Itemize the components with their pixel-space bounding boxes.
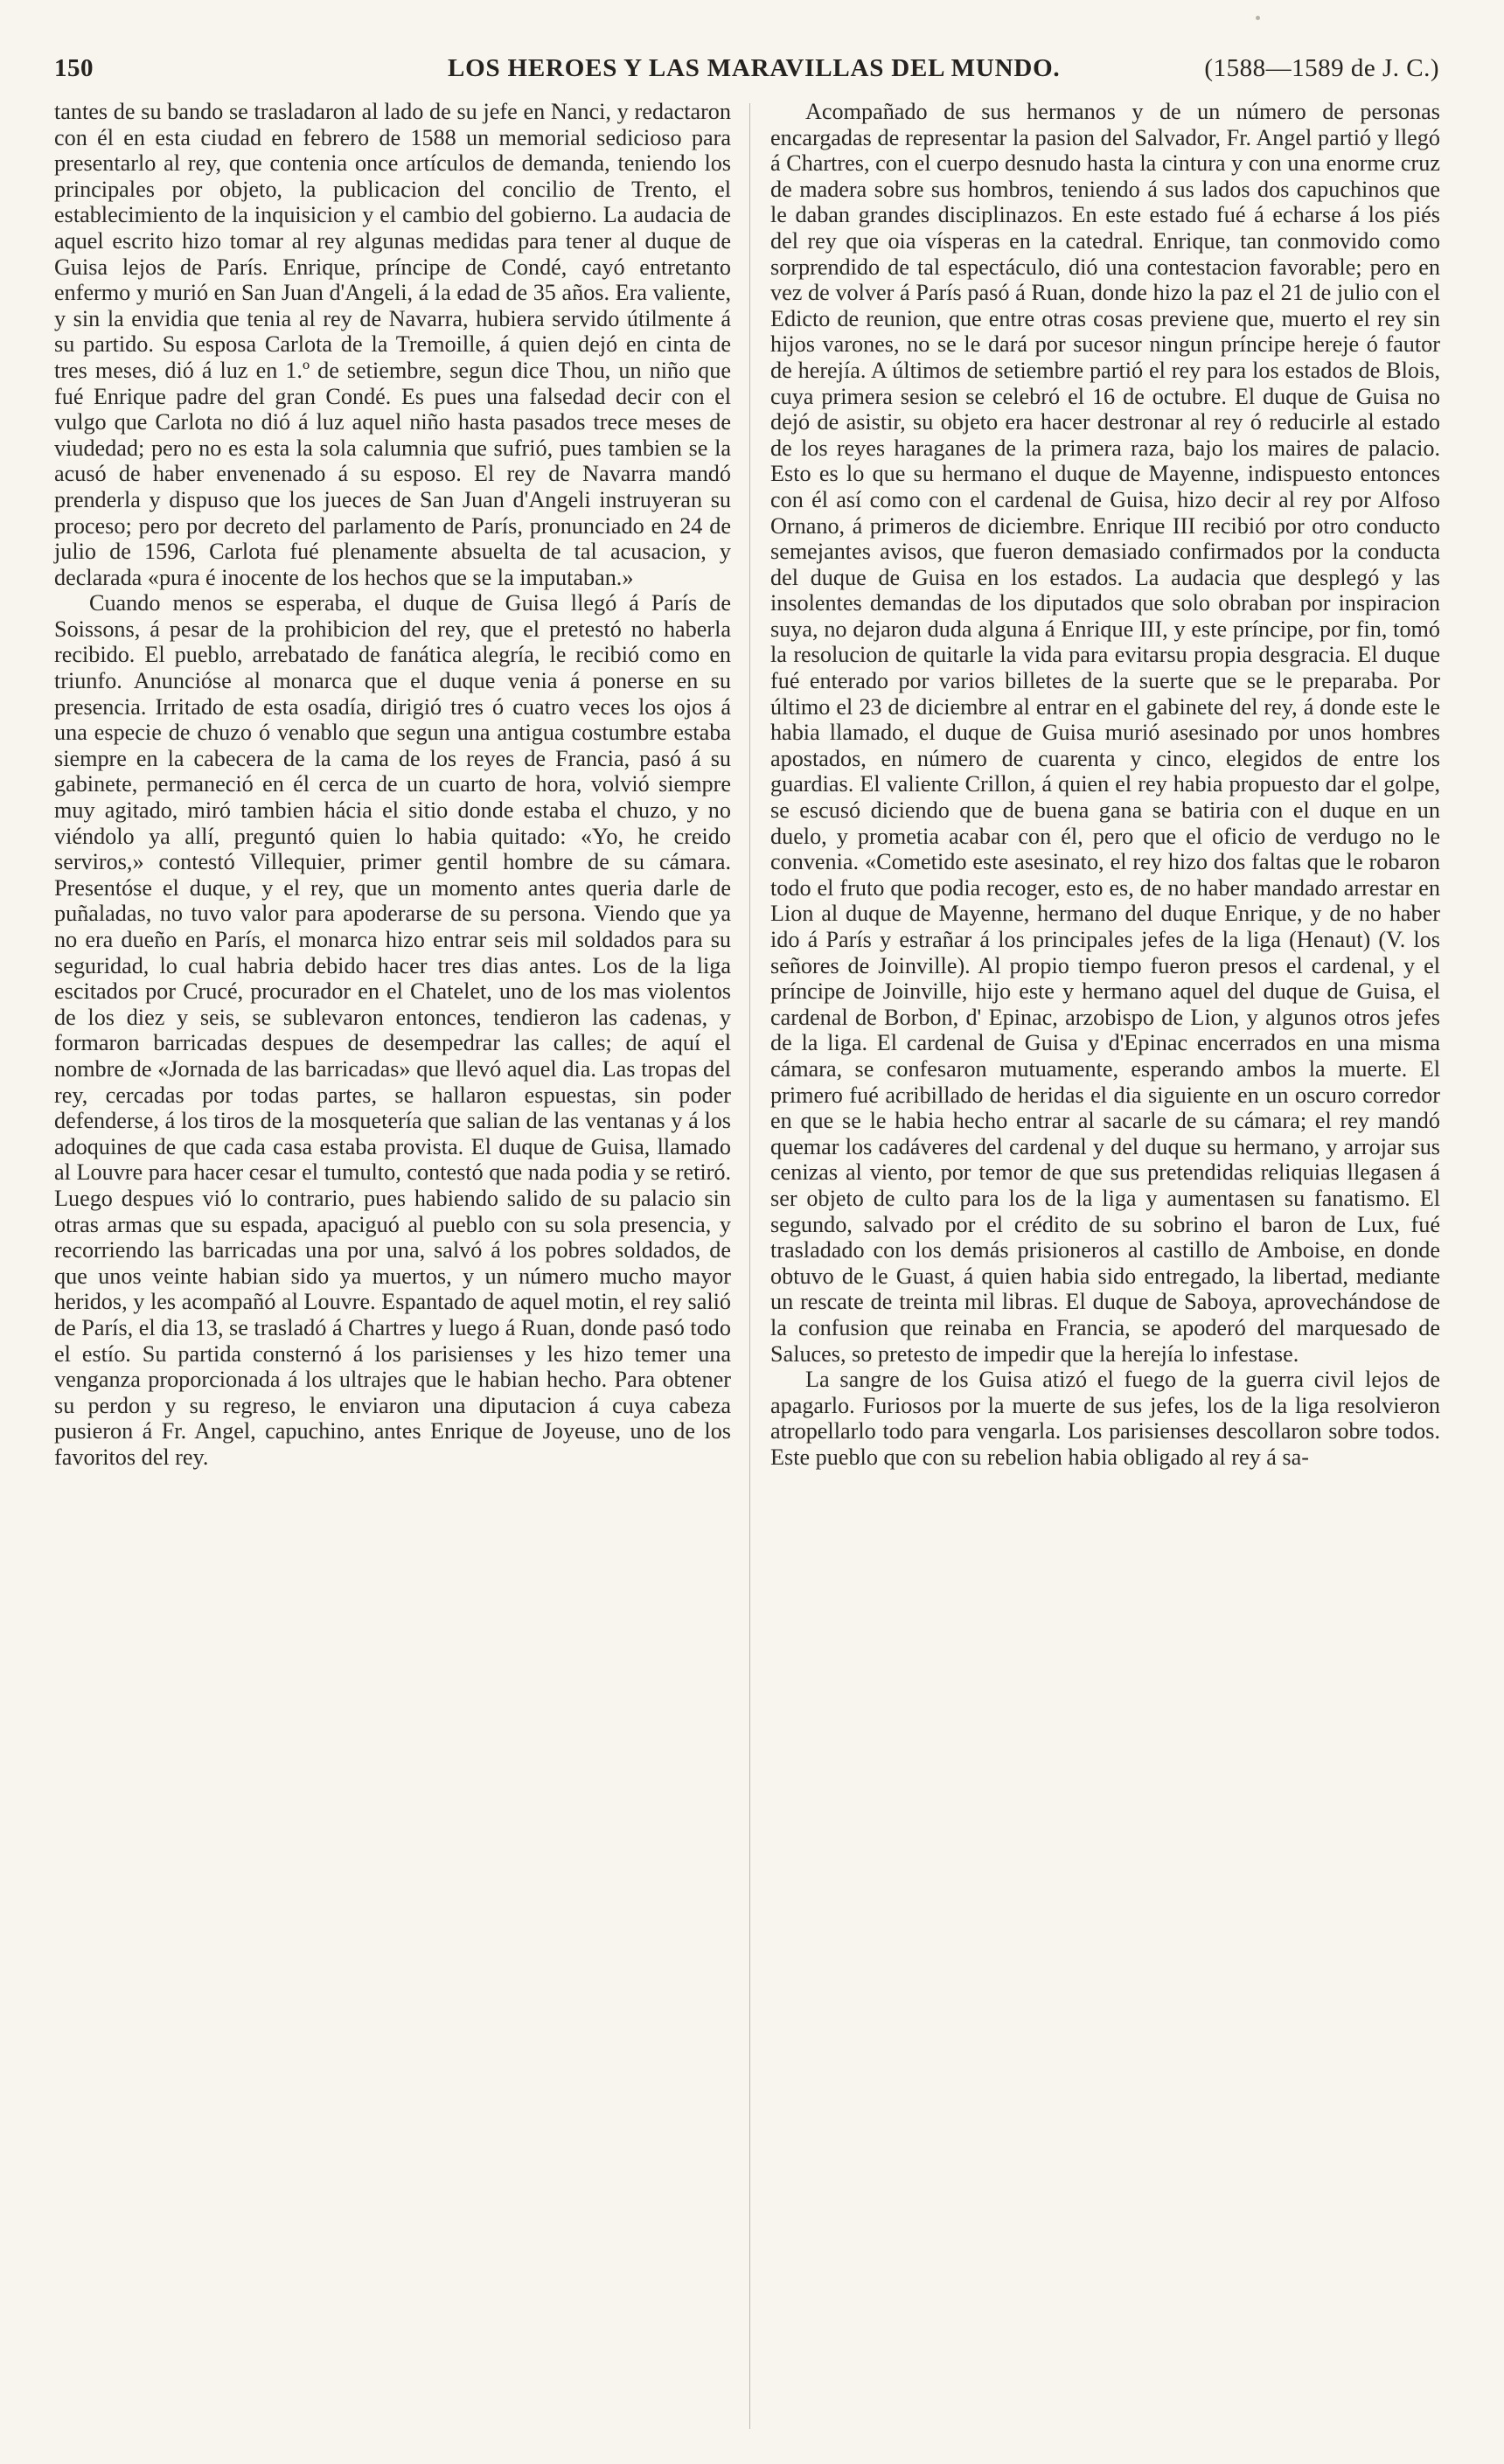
left-text-column: [54, 99, 731, 1470]
left-paragraph-1: tantes de su bando se trasladaron al lado de su jefe en Nanci, y redactaron con él en esta ciudad en febrero de 1588 un memorial sedicioso para presentarlo al rey, que contenia once artículos de demanda, teniendo los principales por objeto, la publicacion del concilio de Trento, el establecimiento de la inquisicion y el cambio del gobierno. La audacia de aquel escrito hizo tomar al rey algunas medidas para tener al duque de Guisa lejos de París. Enrique, príncipe de Condé, cayó entretanto enfermo y murió en San Juan d'Angeli, á la edad de 35 años. Era valiente, y sin la envidia que tenia al rey de Navarra, hubiera servido útilmente á su partido. Su esposa Carlota de la Tremoille, á quien dejó en cinta de tres meses, dió á luz en 1.º de setiembre, segun dice Thou, un niño que fué Enrique padre del gran Condé. Es pues una falsedad decir con el vulgo que Carlota no dió á luz aquel niño hasta pasados trece meses de viudedad; pero no es esta la sola calumnia que sufrió, pues tambien se la acusó de haber envenenado á su esposo. El rey de Navarra mandó prenderla y dispuso que los jueces de San Juan d'Angeli instruyeran su proceso; pero por decreto del parlamento de París, pronunciado en 24 de julio de 1596, Carlota fué plenamente absuelta de tal acusacion, y declarada «pura é inocente de los hechos que se la imputaban.»: [54, 99, 731, 590]
column-divider: [749, 103, 750, 2429]
left-paragraph-2: Cuando menos se esperaba, el duque de Guisa llegó á París de Soissons, á pesar de la prohibicion del rey, que el pretestó no haberla recibido. El pueblo, arrebatado de fanática alegría, le recibió como en triunfo. Anuncióse al monarca que el duque venia á ponerse en su presencia. Irritado de esta osadía, dirigió tres ó cuatro veces los ojos á una especie de chuzo ó venablo que segun una antigua costumbre estaba siempre en la cabecera de la cama de los reyes de Francia, pasó á su gabinete, permaneció en él cerca de un cuarto de hora, volvió siempre muy agitado, miró tambien hácia el sitio donde estaba el chuzo, y no viéndolo ya allí, preguntó quien lo habia quitado: «Yo, he creido serviros,» contestó Villequier, primer gentil hombre de su cámara. Presentóse el duque, y el rey, que un momento antes queria darle de puñaladas, no tuvo valor para apoderarse de su persona. Viendo que ya no era dueño en París, el monarca hizo entrar seis mil soldados para su seguridad, lo cual habria debido hacer tres dias antes. Los de la liga escitados por Crucé, procurador en el Chatelet, uno de los mas violentos de los diez y seis, se sublevaron entonces, tendieron las cadenas, y formaron barricadas despues de desempedrar las calles; de aquí el nombre de «Jornada de las barricadas» que llevó aquel dia. Las tropas del rey, cercadas por todas partes, se hallaron espuestas, sin poder defenderse, á los tiros de la mosquetería que salian de las ventanas y á los adoquines de que cada casa estaba provista. El duque de Guisa, llamado al Louvre para hacer cesar el tumulto, contestó que nada podia y se retiró. Luego despues vió lo contrario, pues habiendo salido de su palacio sin otras armas que su espada, apaciguó al pueblo con su sola presencia, y recorriendo las barricadas una por una, salvó á los pobres soldados, de que unos veinte habian sido ya muertos, y un número mucho mayor heridos, y les acompañó al Louvre. Espantado de aquel motin, el rey salió de París, el dia 13, se trasladó á Chartres y luego á Ruan, donde pasó todo el estío. Su partida consternó á los parisienses y les hizo temer una venganza proporcionada á los ultrajes que le habian hecho. Para obtener su perdon y su regreso, le enviaron una diputacion á cuya cabeza pusieron á Fr. Angel, capuchino, antes Enrique de Joyeuse, uno de los favoritos del rey.: [54, 590, 731, 1470]
running-title: LOS HEROES Y LAS MARAVILLAS DEL MUNDO.: [448, 54, 1061, 82]
ink-speck: [1256, 16, 1260, 20]
right-paragraph-2: La sangre de los Guisa atizó el fuego de la guerra civil lejos de apagarlo. Furiosos por la muerte de sus jefes, los de la liga resolvieron atropellarlo todo para vengarla. Los parisienses descollaron sobre todos. Este pueblo que con su rebelion habia obligado al rey á sa-: [770, 1367, 1440, 1470]
page-number: 150: [54, 54, 94, 82]
right-text-column: [770, 99, 1440, 1470]
date-range: (1588—1589 de J. C.): [1204, 54, 1439, 82]
page-header: [54, 54, 1439, 93]
right-paragraph-1: Acompañado de sus hermanos y de un número de personas encargadas de representar la pasion del Salvador, Fr. Angel partió y llegó á Chartres, con el cuerpo desnudo hasta la cintura y con una enorme cruz de madera sobre sus hombros, teniendo á sus lados dos capuchinos que le daban grandes disciplinazos. En este estado fué á echarse á los piés del rey que oia vísperas en la catedral. Enrique, tan conmovido como sorprendido de tal espectáculo, dió una contestacion favorable; pero en vez de volver á París pasó á Ruan, donde hizo la paz el 21 de julio con el Edicto de reunion, que entre otras cosas previene que, muerto el rey sin hijos varones, no se le dará por sucesor ningun príncipe hereje ó fautor de herejía. A últimos de setiembre partió el rey para los estados de Blois, cuya primera sesion se celebró el 16 de octubre. El duque de Guisa no dejó de asistir, su objeto era hacer destronar al rey ó reducirle al estado de los reyes haraganes de la primera raza, bajo los maires de palacio. Esto es lo que su hermano el duque de Mayenne, indispuesto entonces con él así como con el cardenal de Guisa, hizo decir al rey por Alfoso Ornano, á primeros de diciembre. Enrique III recibió por otro conducto semejantes avisos, que fueron demasiado confirmados por la conducta del duque de Guisa en los estados. La audacia que desplegó y las insolentes demandas de los diputados que solo obraban por inspiracion suya, no dejaron duda alguna á Enrique III, y este príncipe, por fin, tomó la resolucion de quitarle la vida para evitarsu propia desgracia. El duque fué enterado por varios billetes de la suerte que se le preparaba. Por último el 23 de diciembre al entrar en el gabinete del rey, á donde este le habia llamado, el duque de Guisa murió asesinado por unos hombres apostados, en número de cuarenta y cinco, elegidos de entre los guardias. El valiente Crillon, á quien el rey habia propuesto dar el golpe, se escusó diciendo que de buena gana se batiria con el duque en un duelo, y prometia acabar con él, pero que el oficio de verdugo no le convenia. «Cometido este asesinato, el rey hizo dos faltas que le robaron todo el fruto que podia recoger, esto es, de no haber mandado arrestar en Lion al duque de Mayenne, hermano del duque Enrique, y de no haber ido á París y estrañar á los principales jefes de la liga (Henaut) (V. los señores de Joinville). Al propio tiempo fueron presos el cardenal, y el príncipe de Joinville, hijo este y hermano aquel del duque de Guisa, el cardenal de Borbon, d' Epinac, arzobispo de Lion, y algunos otros jefes de la liga. El cardenal de Guisa y d'Epinac encerrados en una misma cámara, se confesaron mutuamente, esperando ambos la muerte. El primero fué acribillado de heridas el dia siguiente en un oscuro corredor en que se le habia hecho entrar al sacarle de su cámara; el rey mandó quemar los cadáveres del cardenal y del duque su hermano, y arrojar sus cenizas al viento, por temor de que sus pretendidas reliquias llegasen á ser objeto de culto para los de la liga y aumentasen su fanatismo. El segundo, salvado por el crédito de su sobrino el baron de Lux, fué trasladado con los demás prisioneros al castillo de Amboise, en donde obtuvo de le Guast, á quien habia sido entregado, la libertad, mediante un rescate de treinta mil libras. El duque de Saboya, aprovechándose de la confusion que reinaba en Francia, se apoderó del marquesado de Saluces, so pretesto de impedir que la herejía lo infestase.: [770, 99, 1440, 1367]
